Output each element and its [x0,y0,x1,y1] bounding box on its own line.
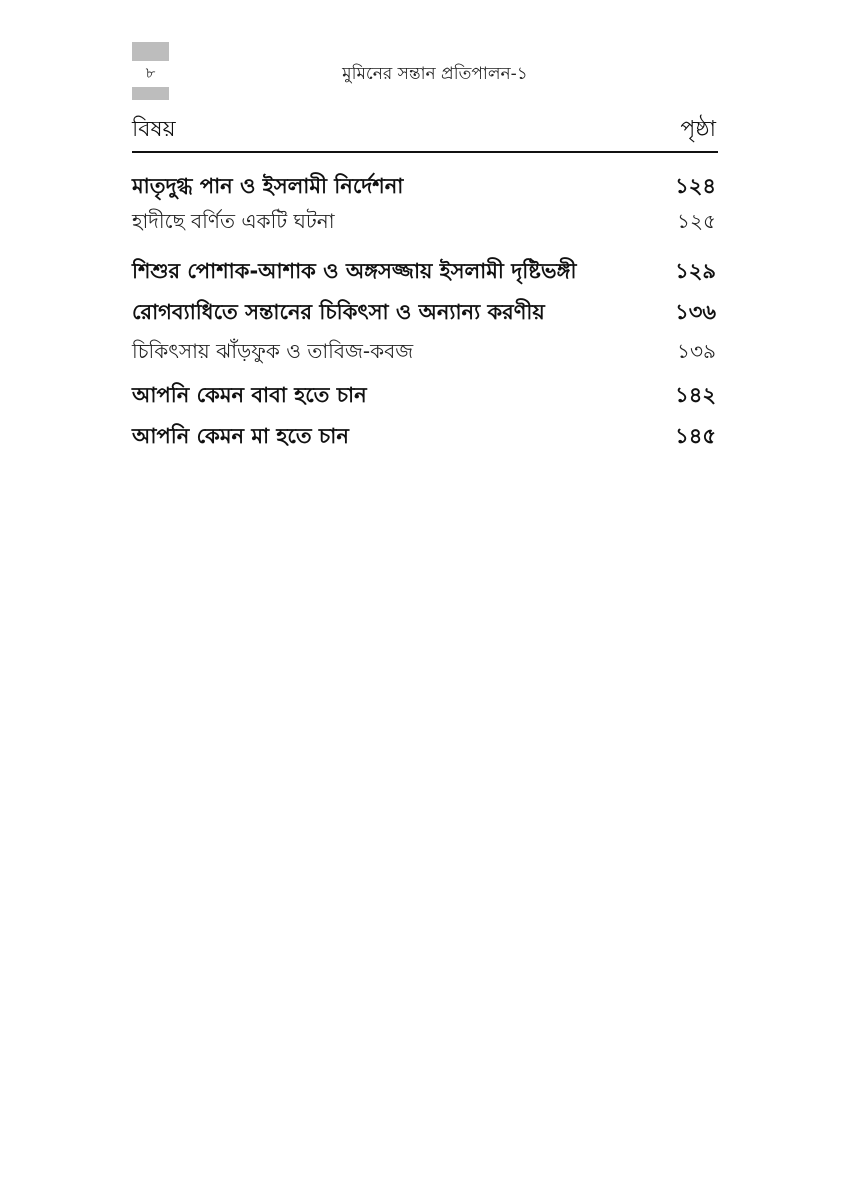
toc-entry-page: ১৩৯ [677,339,716,363]
toc-entry-page: ১২৯ [675,259,716,283]
toc-entry-title: হাদীছে বর্ণিত একটি ঘটনা [132,209,335,233]
column-page-label: পৃষ্ঠা [680,117,716,142]
toc-entry-title: আপনি কেমন বাবা হতে চান [132,383,367,407]
toc-entry[interactable] [132,335,718,367]
toc-entry[interactable] [132,205,718,237]
toc-entry[interactable] [132,420,718,452]
column-topic-label: বিষয় [132,117,176,142]
page-number-box [132,42,169,100]
page-number: ৮ [145,64,156,82]
toc-entry-page: ১২৫ [677,209,716,233]
toc-entry[interactable] [132,296,718,328]
toc-entry[interactable] [132,255,718,287]
toc-entry-title: রোগব্যাধিতে সন্তানের চিকিৎসা ও অন্যান্য করণীয় [132,300,545,324]
page-number-bar-top [132,42,169,61]
toc-entry[interactable] [132,170,718,202]
toc-entry-page: ১৪২ [675,383,716,407]
toc-entry-title: চিকিৎসায় ঝাঁড়ফুক ও তাবিজ-কবজ [132,339,414,363]
toc-header [132,113,718,153]
toc-entry-page: ১৩৬ [675,300,716,324]
toc-entry-title: আপনি কেমন মা হতে চান [132,424,349,448]
toc-entry-title: মাতৃদুগ্ধ পান ও ইসলামী নির্দেশনা [132,174,404,198]
running-title: মুমিনের সন্তান প্রতিপালন-১ [342,64,528,84]
toc-entry-page: ১২৪ [675,174,716,198]
page-number-bar-bottom [132,87,169,100]
toc-entry-title: শিশুর পোশাক-আশাক ও অঙ্গসজ্জায় ইসলামী দৃষ্টিভঙ্গী [132,259,577,283]
toc-entry-page: ১৪৫ [675,424,716,448]
toc-entry[interactable] [132,379,718,411]
